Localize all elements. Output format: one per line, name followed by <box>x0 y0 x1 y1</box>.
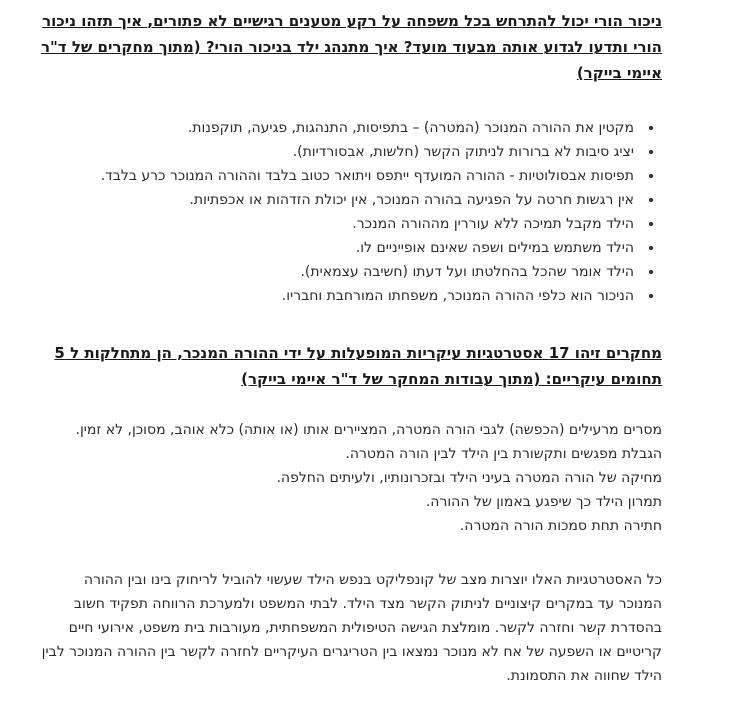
list-item: • הילד מקבל תמיכה ללא עוררין מההורה המנכר. <box>60 212 638 236</box>
list-item: • מקטין את ההורה המנוכר (המטרה) – בתפיסות, התנהגות, פגיעה, תוקפנות. <box>60 116 638 140</box>
list-item: • הניכור הוא כלפי ההורה המנוכר, משפחתו המורחבת וחבריו. <box>60 284 638 308</box>
section-heading-parental-alienation <box>30 8 662 86</box>
list-item: • הילד אומר שהכל בהחלטתו ועל דעתו (חשיבה עצמאית). <box>60 260 638 284</box>
list-item: • אין רגשות חרטה על הפגיעה בהורה המנוכר, אין יכולת הזדהות או אכפתיות. <box>60 188 638 212</box>
list-item: • תפיסות אבסולוטיות - ההורה המועדף ייתפס ויתואר כטוב בלבד וההורה המנוכר כרע בלבד. <box>60 164 638 188</box>
strategy-line: מחיקה של הורה המטרה בעיני הילד ובזכרונותיו, ולעיתים החלפה. <box>276 470 662 486</box>
strategy-line: הגבלת מפגשים ותקשורת בין הילד לבין הורה המטרה. <box>345 446 662 462</box>
list-item: • יציג סיבות לא ברורות לניתוק הקשר (חלשות, אבסורדיות). <box>60 140 638 164</box>
child-behavior-list <box>60 116 662 308</box>
strategy-line: תמרון הילד כך שיפגע באמון של ההורה. <box>425 494 662 510</box>
strategy-list <box>40 418 662 538</box>
heading-intro: ניכור הורי יכול להתרחש בכל משפחה על רקע מטענים רגישיים לא פתורים, <box>147 12 662 30</box>
list-item: • הילד משתמש במילים ושפה שאינם אופייניים לו. <box>60 236 638 260</box>
strategy-line: חתירה תחת סמכות הורה המטרה. <box>459 518 662 534</box>
heading-question-behavior: איך מתנהג ילד בניכור הורי? (מתוך מחקרים של ד"ר איימי בייקר) <box>40 38 662 82</box>
section-heading-strategies: מחקרים זיהו 17 אסטרטגיות עיקריות המופעלות על ידי ההורה המנכר, הן מתחלקות ל 5 תחומים עיקריים: (מתוך עבודות המחקר של ד"ר איימי בייקר) <box>54 344 662 388</box>
heading-question-identify: איך תזהו ניכור הורי ותדעו לגדוע אותה מבעוד מועד? <box>42 12 662 56</box>
strategy-line: מסרים מרעילים (הכפשה) לגבי הורה המטרה, המציירים אותו (או אותה) כלא אוהב, מסוכן, לא זמין. <box>75 422 662 438</box>
conclusion-paragraph: כל האסטרטגיות האלו יוצרות מצב של קונפליקט בנפש הילד שעשוי להוביל לריחוק בינו ובין ההורה המנוכר עד במקרים קיצוניים לניתוק הקשר מצד הילד. לבתי המשפט ולמערכת הרווחה תפקיד חשוב בהסדרת קשר וחזרה לקשר. מומלצת הגישה הטיפולית המשפחתית, מעורבות בית משפט, אירועי חיים קריטיים או השפעה של אח לא מנוכר נמצאו בין הטריגרים העיקריים לחזרה לקשר בין ההורה המנוכר לבין הילד שחווה את התסמונת. <box>41 572 662 684</box>
